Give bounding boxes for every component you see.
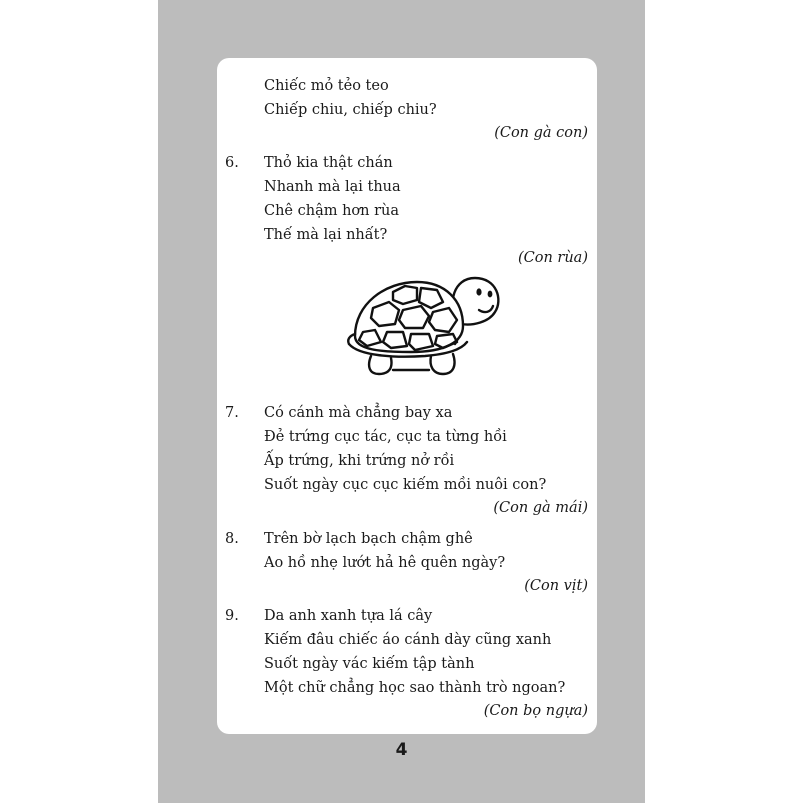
riddle-line: Trên bờ lạch bạch chậm ghê: [264, 531, 473, 547]
riddle-answer: (Con gà mái): [493, 500, 588, 516]
riddle-line: Da anh xanh tựa lá cây: [264, 608, 433, 624]
riddle-number: 9.: [225, 608, 239, 624]
riddle-line: Thỏ kia thật chán: [264, 155, 393, 171]
riddle-number: 7.: [225, 405, 239, 421]
riddle-line: Ấp trứng, khi trứng nở rồi: [264, 453, 455, 469]
riddle-line: Chê chậm hơn rùa: [264, 203, 400, 219]
riddle-answer: (Con vịt): [524, 578, 588, 594]
riddle-line: Một chữ chẳng học sao thành trò ngoan?: [264, 680, 566, 696]
riddle-answer: (Con bọ ngựa): [483, 703, 588, 719]
riddle-number: 8.: [225, 531, 239, 547]
riddle-line: Nhanh mà lại thua: [264, 179, 401, 195]
riddle-number: 6.: [225, 155, 239, 171]
riddle-answer: (Con rùa): [517, 250, 588, 266]
page-card: [217, 58, 597, 734]
riddle-line: Thế mà lại nhất?: [264, 227, 388, 243]
riddle-line: Chiếc mỏ tẻo teo: [264, 78, 389, 94]
page-number: 4: [395, 740, 408, 760]
riddle-line: Kiếm đâu chiếc áo cánh dày cũng xanh: [264, 632, 552, 648]
riddle-line: Đẻ trứng cục tác, cục ta từng hồi: [264, 429, 507, 445]
riddle-line: Có cánh mà chẳng bay xa: [264, 405, 453, 421]
riddle-line: Ao hồ nhẹ lướt hả hê quên ngày?: [264, 555, 506, 571]
turtle-icon: [345, 270, 505, 382]
riddle-line: Chiếp chiu, chiếp chiu?: [264, 102, 437, 118]
riddle-line: Suốt ngày vác kiếm tập tành: [264, 656, 475, 672]
riddle-answer: (Con gà con): [494, 125, 588, 141]
riddle-line: Suốt ngày cục cục kiếm mồi nuôi con?: [264, 477, 547, 493]
